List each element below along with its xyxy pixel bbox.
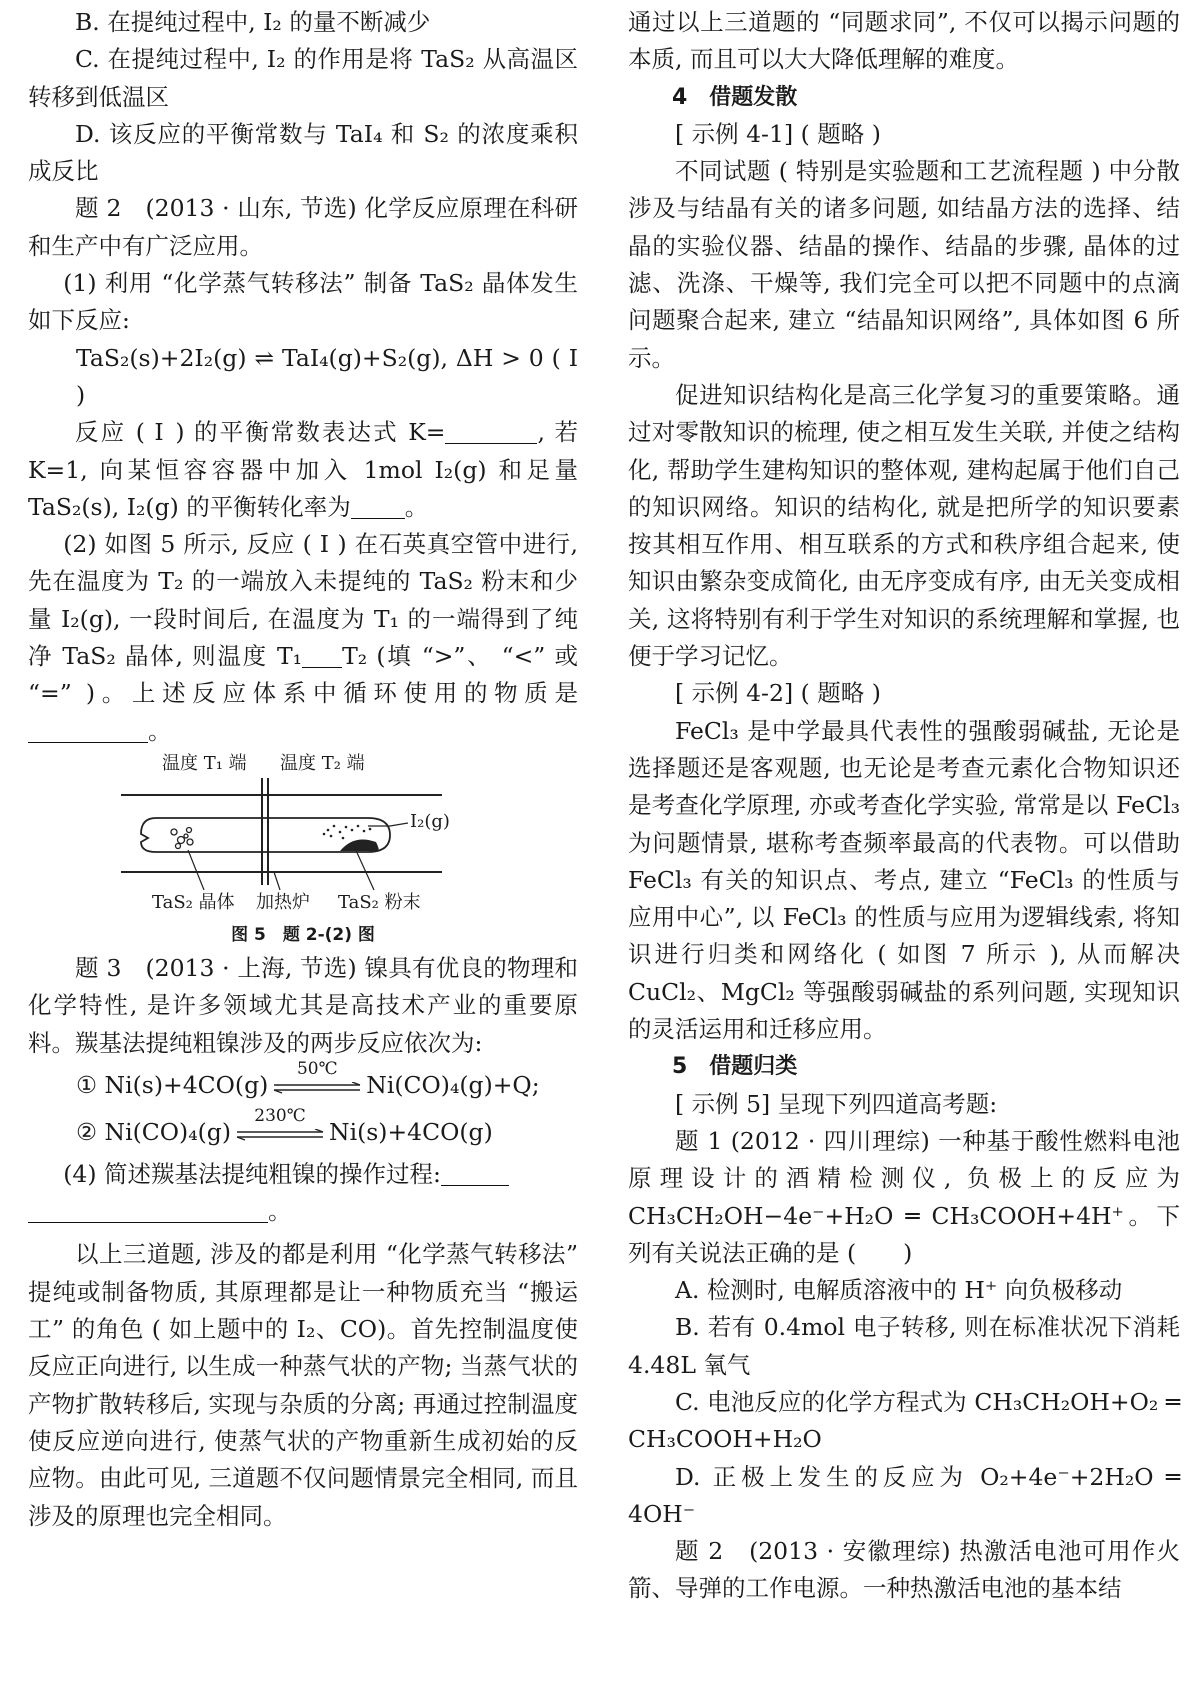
part-2-text-a: (2) 如图 5 所示, 反应 ( Ⅰ ) 在石英真空管中进行, 先在温度为 T₂ 的一端放入未提纯的 TaS₂ 粉末和少量 I₂(g), 一段时间后, 在温度为 T₁ 的一端得到了纯净 TaS₂ 晶体, 则温度 T₁	[28, 530, 578, 671]
eq3-condition: 230℃	[254, 1106, 306, 1127]
label-t1-end: 温度 T₁ 端	[162, 752, 247, 774]
fecl3-paragraph: FeCl₃ 是中学最具代表性的强酸弱碱盐, 无论是选择题还是客观题, 也无论是考查元素化合物知识还是考查化学原理, 亦或考查化学实验, 常常是以 FeCl₃ 为问题情景, 堪称考查频率最高的代表物。可以借助 FeCl₃ 有关的知识点、考点, 建立 “FeCl₃ 的性质与应用中心”, 以 FeCl₃ 的性质与应用为逻辑线索, 将知识进行归类和网络化 ( 如图 7 所示 ), 从而解决 CuCl₂、MgCl₂ 等强酸弱碱盐的系列问题, 实现知识的灵活运用和迁移应用。	[628, 716, 1180, 1044]
option-d-right: D. 正极上发生的反应为 O₂+4e⁻+2H₂O ═ 4OH⁻	[628, 1462, 1180, 1528]
answer-blank-process-1	[441, 1159, 509, 1186]
figure-5	[28, 750, 578, 920]
summary-paragraph: 以上三道题, 涉及的都是利用 “化学蒸气转移法” 提纯或制备物质, 其原理都是让一种物质充当 “搬运工” 的角色 ( 如上题中的 I₂、CO)。首先控制温度使反应正向进行, 以生成一种蒸气状的产物; 当蒸气状的产物扩散转移后, 实现与杂质的分离; 再通过控制温度使反应逆向进行, 使蒸气状的产物重新生成初始的反应物。由此可见, 三道题不仅问题情景完全相同, 而且涉及的原理也完全相同。	[28, 1240, 578, 1530]
question-3-intro: 题 3 (2013 · 上海, 节选) 镍具有优良的物理和化学特性, 是许多领域尤其是高技术产业的重要原料。羰基法提纯粗镍涉及的两步反应依次为:	[28, 953, 578, 1057]
ask-text-a: 反应 ( Ⅰ ) 的平衡常数表达式 K=	[75, 418, 446, 447]
question-1-intro: 题 1 (2012 · 四川理综) 一种基于酸性燃料电池原理设计的酒精检测仪, 负极上的反应为 CH₃CH₂OH−4e⁻+H₂O ═ CH₃COOH+4H⁺。下列有关说法正确的是 ( )	[628, 1126, 1180, 1267]
answer-blank-k	[445, 417, 537, 444]
question-2-right: 题 2 (2013 · 安徽理综) 热激活电池可用作火箭、导弹的工作电源。一种热激活电池的基本结	[628, 1537, 1180, 1603]
left-column	[28, 4, 578, 1535]
equation-2	[28, 1059, 578, 1109]
question-2-part-1: (1) 利用 “化学蒸气转移法” 制备 TaS₂ 晶体发生如下反应:	[28, 269, 578, 335]
eq3-right: Ni(s)+4CO(g)	[329, 1117, 493, 1146]
equation-1: TaS₂(s)+2I₂(g) ⇌ TaI₄(g)+S₂(g), ΔH > 0 ( Ⅰ )	[76, 343, 578, 409]
answer-blank-process-2	[28, 1196, 268, 1223]
question-3-part-4	[28, 1156, 578, 1193]
knowledge-structure-paragraph: 促进知识结构化是高三化学复习的重要策略。通过对零散知识的梳理, 使之相互发生关联, 并使之结构化, 帮助学生建构知识的整体观, 建构起属于他们自己的知识网络。知识的结构化, 就是把所学的知识要素按其相互作用、相互联系的方式和秩序组合起来, 使知识由繁杂变成简化, 由无序变成有序, 由无关变成相关, 这将特别有利于学生对知识的系统理解和掌握, 也便于学习记忆。	[628, 380, 1180, 671]
equation-3	[28, 1106, 578, 1156]
figure-caption: 图 5 题 2-(2) 图	[231, 924, 375, 945]
question-2-part-1-ask	[28, 414, 578, 526]
example-4-1: [ 示例 4-1] ( 题略 )	[675, 119, 881, 148]
question-2-intro: 题 2 (2013 · 山东, 节选) 化学反应原理在科研和生产中有广泛应用。	[28, 194, 578, 260]
ask-text-b: , 若 K=1, 向某恒容容器中加入 1mol I₂(g) 和足量 TaS₂(s), I₂(g) 的平衡转化率为	[28, 418, 578, 521]
option-c: C. 在提纯过程中, I₂ 的作用是将 TaS₂ 从高温区转移到低温区	[28, 45, 578, 111]
option-b-right: B. 若有 0.4mol 电子转移, 则在标准状况下消耗 4.48L 氧气	[628, 1313, 1180, 1379]
answer-line	[28, 1193, 578, 1230]
example-4-2: [ 示例 4-2] ( 题略 )	[675, 679, 881, 708]
eq3-arrow	[235, 1106, 325, 1145]
answer-blank-rate	[351, 492, 405, 519]
eq2-condition: 50℃	[296, 1059, 338, 1080]
eq2-left: ① Ni(s)+4CO(g)	[76, 1070, 269, 1099]
part-2-text-b: T₂ (填 “>”、 “<” 或 “=” )。上述反应体系中循环使用的物质是	[28, 642, 578, 708]
part-2-text-c: 。	[148, 716, 172, 745]
part-4-text: (4) 简述羰基法提纯粗镍的操作过程:	[63, 1159, 441, 1188]
eq3-left: ② Ni(CO)₄(g)	[76, 1117, 231, 1146]
powder-marks	[323, 825, 379, 851]
eq2-arrow	[272, 1059, 362, 1098]
option-c-right: C. 电池反应的化学方程式为 CH₃CH₂OH+O₂ ═ CH₃COOH+H₂O	[628, 1387, 1180, 1454]
continuation-paragraph: 通过以上三道题的 “同题求同”, 不仅可以揭示问题的本质, 而且可以大大降低理解的难度。	[628, 8, 1180, 74]
question-2-part-2	[28, 526, 578, 750]
option-b: B. 在提纯过程中, I₂ 的量不断减少	[75, 8, 431, 36]
label-furnace: 加热炉	[256, 891, 310, 913]
eq2-right: Ni(CO)₄(g)+Q;	[366, 1070, 540, 1099]
label-powder: TaS₂ 粉末	[338, 891, 421, 913]
option-d: D. 该反应的平衡常数与 TaI₄ 和 S₂ 的浓度乘积成反比	[28, 119, 578, 186]
label-t2-end: 温度 T₂ 端	[280, 752, 365, 774]
right-column	[628, 4, 1180, 1608]
example-5: [ 示例 5] 呈现下列四道高考题:	[675, 1089, 998, 1118]
label-i2: I₂(g)	[410, 810, 450, 832]
label-crystal: TaS₂ 晶体	[152, 891, 235, 913]
answer-line-end: 。	[268, 1197, 292, 1226]
crystal-marks	[171, 827, 193, 848]
answer-blank-temp	[302, 641, 342, 668]
answer-blank-substance	[28, 716, 148, 743]
section-4-heading: 4 借题发散	[672, 84, 798, 110]
crystallization-paragraph: 不同试题 ( 特别是实验题和工艺流程题 ) 中分散涉及与结晶有关的诸多问题, 如结晶方法的选择、结晶的实验仪器、结晶的操作、结晶的步骤, 晶体的过滤、洗涤、干燥等, 我们完全可以把不同题中的点滴问题聚合起来, 建立 “结晶知识网络”, 具体如图 6 所示。	[628, 157, 1180, 372]
section-5-heading: 5 借题归类	[672, 1054, 798, 1080]
option-a: A. 检测时, 电解质溶液中的 H⁺ 向负极移动	[675, 1276, 1123, 1305]
ask-text-c: 。	[404, 492, 429, 521]
